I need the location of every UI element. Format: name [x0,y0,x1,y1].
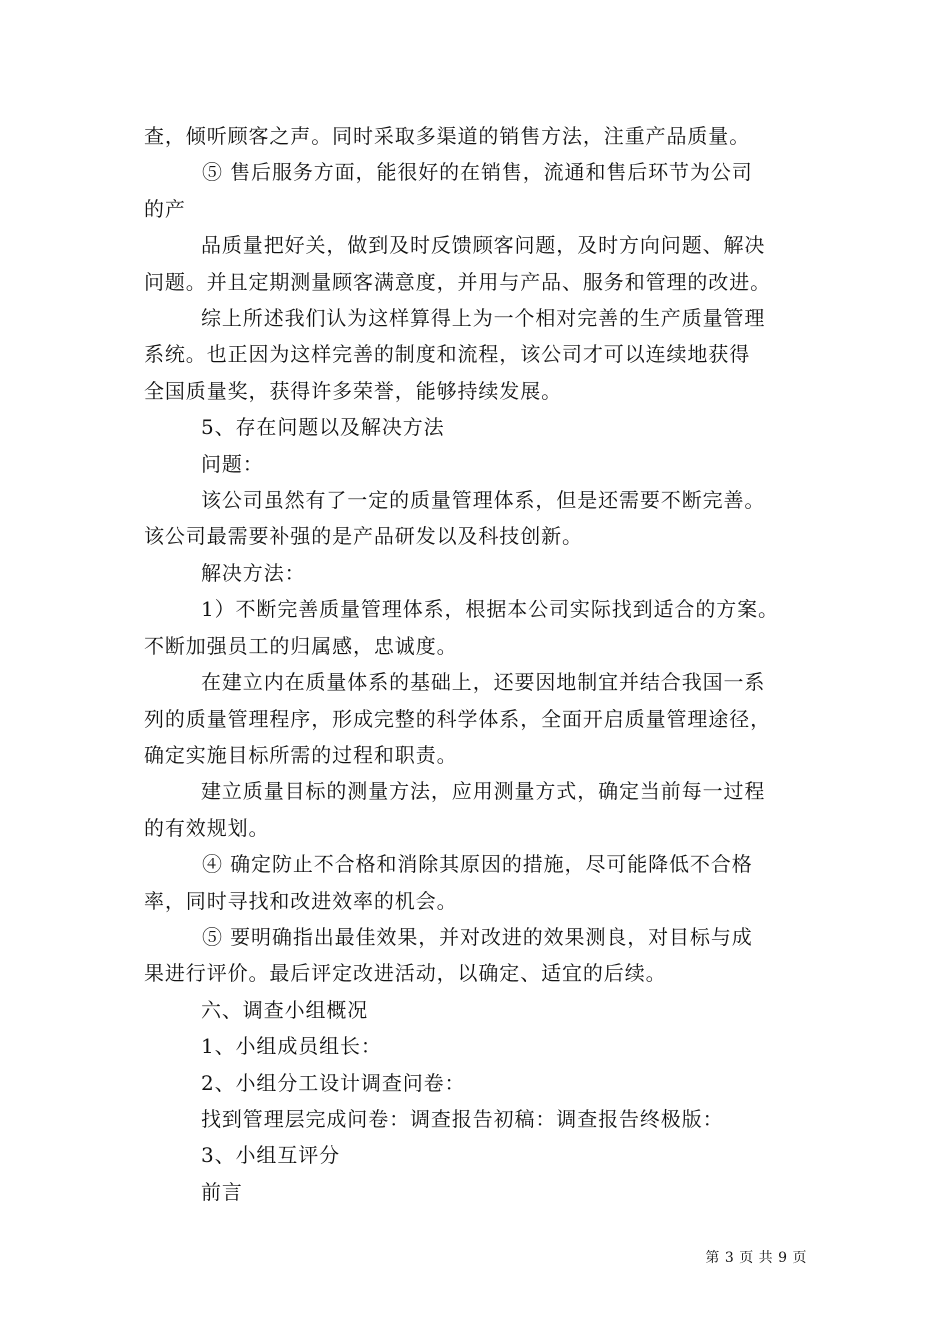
text-line: 的有效规划。 [144,815,270,840]
text-line: 率，同时寻找和改进效率的机会。 [144,888,458,913]
text-line: 解决方法： [201,560,306,585]
text-line: 1）不断完善质量管理体系，根据本公司实际找到适合的方案。 [201,597,779,622]
text-line: 的产 [144,196,186,221]
text-line: 3、小组互评分 [201,1143,341,1168]
page-number-footer: 第 3 页 共 9 页 [705,1250,807,1266]
text-line: 果进行评价。最后评定改进活动，以确定、适宜的后续。 [144,961,667,986]
text-line: 建立质量目标的测量方法，应用测量方式，确定当前每一过程 [201,779,766,804]
text-line: 2、小组分工设计调查问卷： [201,1070,466,1095]
text-line: 该公司最需要补强的是产品研发以及科技创新。 [144,524,583,549]
text-line: 问题。并且定期测量顾客满意度，并用与产品、服务和管理的改进。 [144,269,771,294]
body-text [144,118,810,1210]
text-line: 找到管理层完成问卷：调查报告初稿：调查报告终极版： [201,1106,724,1131]
text-line: 前言 [201,1179,243,1204]
text-line: 系统。也正因为这样完善的制度和流程，该公司才可以连续地获得 [144,342,751,367]
text-line: 该公司虽然有了一定的质量管理体系，但是还需要不断完善。 [201,488,766,513]
text-line: 品质量把好关，做到及时反馈顾客问题，及时方向问题、解决 [201,233,766,258]
text-line: 查，倾听顾客之声。同时采取多渠道的销售方法，注重产品质量。 [144,124,751,148]
text-line: 全国质量奖，获得许多荣誉，能够持续发展。 [144,378,562,403]
text-line: ④ 确定防止不合格和消除其原因的措施，尽可能降低不合格 [202,852,753,877]
text-line: 在建立内在质量体系的基础上，还要因地制宜并结合我国一系 [201,670,766,695]
text-line: 列的质量管理程序，形成完整的科学体系，全面开启质量管理途径， [144,706,771,731]
section-heading: 六、调查小组概况 [201,997,369,1022]
section-heading: 5、存在问题以及解决方法 [201,415,445,440]
text-line: 不断加强员工的归属感，忠诚度。 [144,633,458,658]
text-line: 确定实施目标所需的过程和职责。 [144,742,458,767]
text-line: ⑤ 售后服务方面，能很好的在销售，流通和售后环节为公司 [202,160,753,185]
text-line: 问题： [201,451,264,476]
text-line: 1、小组成员组长： [201,1034,382,1059]
text-line: ⑤ 要明确指出最佳效果，并对改进的效果测良，对目标与成 [202,924,753,949]
text-line: 综上所述我们认为这样算得上为一个相对完善的生产质量管理 [201,306,766,331]
